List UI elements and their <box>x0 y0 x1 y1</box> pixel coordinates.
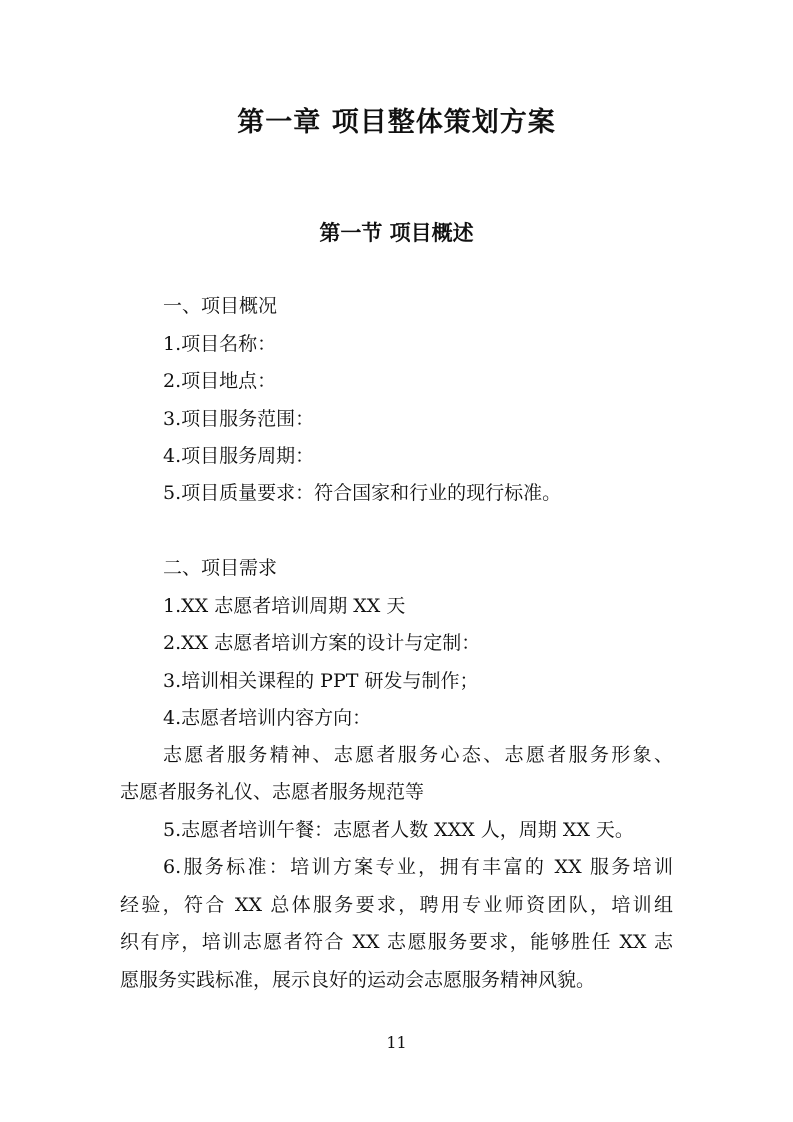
requirement-item: 5.志愿者培训午餐：志愿者人数 XXX 人，周期 XX 天。 <box>163 819 634 841</box>
requirement-item: 2.XX 志愿者培训方案的设计与定制： <box>163 632 481 654</box>
service-standard-line: 6.服务标准：培训方案专业，拥有丰富的 XX 服务培训 <box>163 856 673 878</box>
overview-item: 5.项目质量要求：符合国家和行业的现行标准。 <box>163 482 562 504</box>
requirement-item: 1.XX 志愿者培训周期 XX 天 <box>163 595 406 617</box>
overview-item: 4.项目服务周期： <box>163 445 315 467</box>
requirements-heading: 二、项目需求 <box>163 557 278 579</box>
service-standard-line: 经验，符合 XX 总体服务要求，聘用专业师资团队，培训组 <box>120 894 673 916</box>
page-number: 11 <box>386 1033 407 1052</box>
overview-heading: 一、项目概况 <box>163 295 278 317</box>
requirement-item: 4.志愿者培训内容方向： <box>163 707 372 729</box>
requirement-item: 3.培训相关课程的 PPT 研发与制作； <box>163 670 479 692</box>
content-line: 志愿者服务礼仪、志愿者服务规范等 <box>120 781 425 803</box>
chapter-title: 第一章 项目整体策划方案 <box>237 107 556 138</box>
section-title: 第一节 项目概述 <box>319 220 474 245</box>
service-standard-line: 愿服务实践标准，展示良好的运动会志愿服务精神风貌。 <box>120 969 596 991</box>
overview-item: 2.项目地点： <box>163 370 277 392</box>
overview-item: 3.项目服务范围： <box>163 408 315 430</box>
service-standard-line: 织有序，培训志愿者符合 XX 志愿服务要求，能够胜任 XX 志 <box>120 931 673 953</box>
overview-item: 1.项目名称： <box>163 333 277 355</box>
content-line: 志愿者服务精神、志愿者服务心态、志愿者服务形象、 <box>163 744 673 766</box>
